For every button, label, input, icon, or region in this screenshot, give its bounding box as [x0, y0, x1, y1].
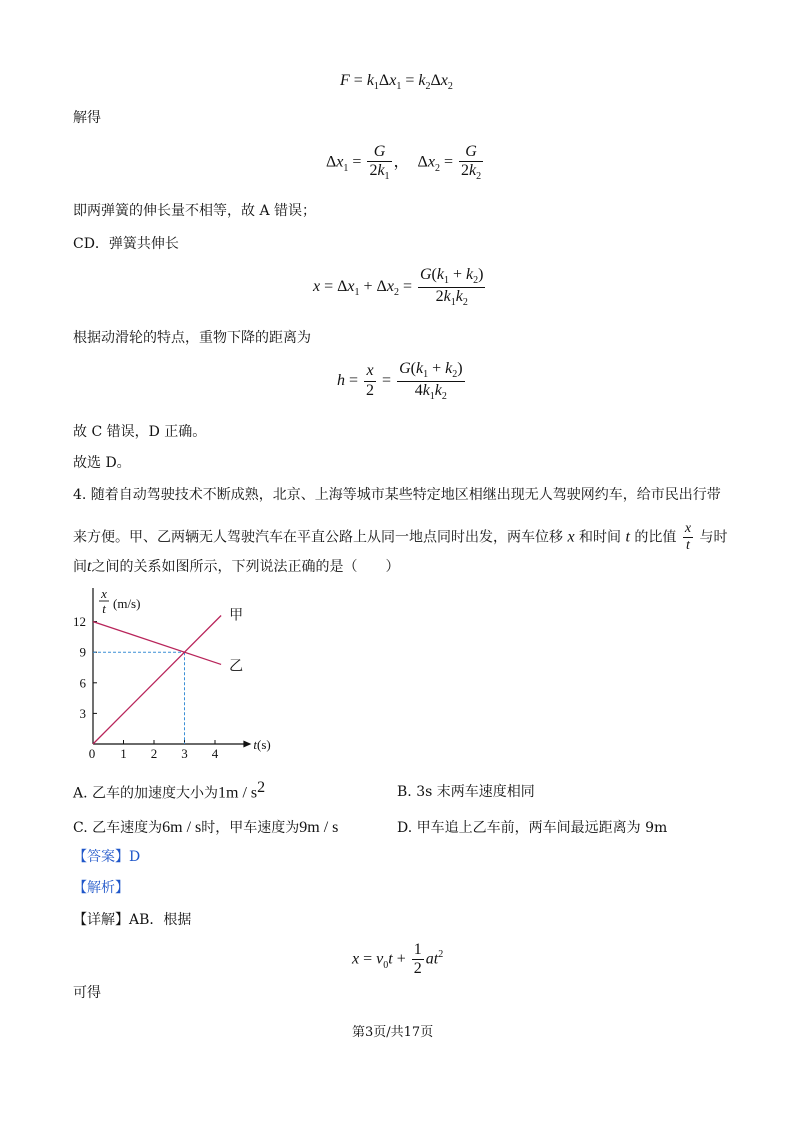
- text-jiede: 解得: [73, 110, 101, 126]
- question-4-line1: 4. 随着自动驾驶技术不断成熟，北京、上海等城市某些特定地区相继出现无人驾驶网约车，给市民出行带: [73, 487, 721, 503]
- formula-elongations: $\Delta x_1$ = $\frac{G}{2k_1}$ ， $\Delta x_2$ = $\frac{G}{2k_2}$: [326, 143, 482, 183]
- analysis-label: 【解析】: [73, 880, 129, 896]
- option-d: D. 甲车追上乙车前，两车间最远距离为 9m: [397, 820, 668, 836]
- option-b: B. 3s 末两车速度相同: [397, 784, 535, 800]
- text-a-wrong: 即两弹簧的伸长量不相等，故 A 错误；: [73, 203, 317, 219]
- x-tick-label-3: 3: [181, 746, 188, 761]
- answer-label: 【答案】D: [73, 849, 141, 865]
- x-tick-label-0: 0: [88, 746, 96, 761]
- y-tick-label-3: 3: [79, 705, 86, 721]
- question-4-line3: 间t之间的关系如图所示，下列说法正确的是（ ）: [73, 558, 400, 575]
- x-axis-arrow: [243, 741, 251, 748]
- y-label-denominator: t: [102, 601, 106, 616]
- y-tick-label-9: 9: [79, 644, 86, 660]
- page-footer: 第3页/共17页: [352, 1025, 434, 1040]
- x-tick-label-1: 1: [120, 746, 127, 761]
- formula-force: $F = k_1\Delta x_1 = k_2\Delta x_2$: [340, 72, 453, 93]
- formula-total-elongation: $x = \Delta x_1 + \Delta x_2$ = $\frac{G(k_1 + k_2)}{2k_1k_2}$: [313, 266, 484, 308]
- series-label-1: 甲: [229, 608, 244, 624]
- formula-displacement: $x = v_0t$ + $\frac{1}{2}$ $at^2$: [352, 941, 444, 978]
- x-tick-label-2: 2: [150, 746, 158, 761]
- question-4-line2: 来方便。甲、乙两辆无人驾驶汽车在平直公路上从同一地点同时出发，两车位移 x 和时间 t 的比值 $\frac{x}{t}$ 与时: [73, 521, 728, 554]
- series-line-2: [93, 622, 221, 665]
- text-c-wrong: 故 C 错误，D 正确。: [73, 424, 207, 440]
- text-choose-d: 故选 D。: [73, 455, 131, 471]
- y-tick-label-6: 6: [79, 675, 86, 691]
- series-label-2: 乙: [229, 659, 244, 675]
- y-tick-label-12: 12: [73, 614, 86, 630]
- option-c: C. 乙车速度为6m / s时，甲车速度为9m / s: [73, 819, 339, 836]
- y-label-unit: (m/s): [113, 596, 141, 611]
- x-tick-label-4: 4: [211, 746, 219, 761]
- text-pulley: 根据动滑轮的特点，重物下降的距离为: [73, 330, 311, 346]
- detail-label: 【详解】AB．根据: [73, 912, 192, 928]
- y-label-numerator: x: [101, 588, 107, 601]
- formula-drop-height: h = $\frac{x}{2}$ = $\frac{G(k_1 + k_2)}{4k_1k_2}$: [337, 360, 463, 402]
- series-line-1: [93, 615, 221, 744]
- x-label: t(s): [253, 737, 271, 752]
- xt-ratio-chart: [60, 588, 280, 768]
- text-cd-intro: CD．弹簧共伸长: [73, 236, 179, 252]
- option-a: A. 乙车的加速度大小为$1m / s^2$: [73, 779, 266, 802]
- text-kede: 可得: [73, 985, 101, 1001]
